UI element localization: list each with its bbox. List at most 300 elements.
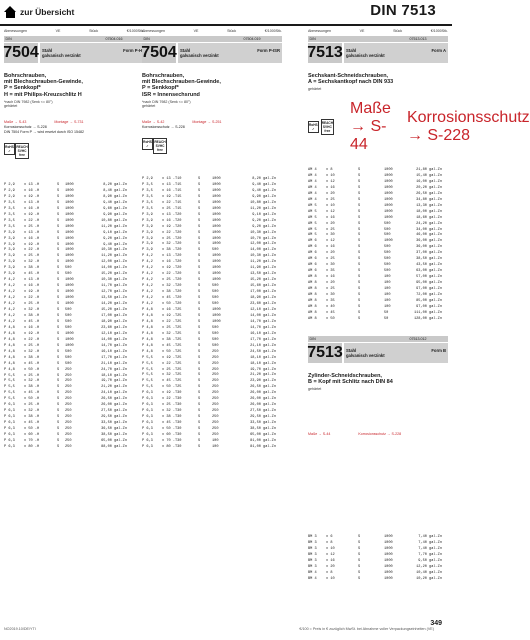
table-cell: P 2,9 — [142, 177, 153, 181]
table-cell: x 32 -H — [24, 379, 40, 384]
table-cell: S — [57, 438, 60, 443]
table-cell: 23,60 gal.Zn — [250, 302, 276, 307]
table-cell: 85,00 gal.Zn — [416, 298, 442, 303]
table-cell: 11,20 gal.Zn — [101, 254, 127, 259]
table-cell: x 13 -T15 — [162, 182, 182, 187]
table-cell: x 16 -T25 — [162, 307, 182, 312]
table-cell: x 30 — [326, 233, 335, 238]
reference-link[interactable]: Korrosionsschutz → S-228 — [142, 124, 185, 129]
product-band — [142, 43, 282, 63]
table-cell: 100 — [384, 281, 391, 286]
table-cell: 12,10 gal.Zn — [250, 307, 276, 312]
table-cell: x 16 -H — [24, 236, 40, 241]
table-cell: 81,00 gal.Zn — [250, 438, 276, 443]
dimensions-link[interactable]: Maße → S-42 — [142, 119, 165, 124]
table-cell: S — [358, 275, 361, 280]
table-cell: 1000 — [384, 173, 393, 178]
table-cell: P 3,9 — [142, 230, 153, 235]
table-cell: 14,00 gal.Zn — [250, 248, 276, 253]
table-cell: x 25 -T30 — [162, 403, 182, 408]
reference-links-2 — [142, 125, 282, 130]
table-cell: x 25 -T20 — [162, 236, 182, 241]
table-cell: S — [198, 182, 201, 187]
table-cell: x 19 -T30 — [162, 391, 182, 396]
table-cell: x 50 — [326, 316, 335, 321]
dimensions-link[interactable]: Maße → S-44 — [308, 431, 331, 436]
table-cell: P 3,9 — [142, 236, 153, 241]
table-cell: 17,00 gal.Zn — [101, 313, 127, 318]
table-cell: S — [358, 251, 361, 256]
dimensions-link[interactable]: Maße → S-44 — [350, 99, 391, 153]
table-cell: S — [198, 290, 201, 295]
table-cell: S — [57, 236, 60, 241]
table-cell: x 60 -T30 — [162, 432, 182, 437]
product-description: Sechskant-Schneidschrauben, A = Sechskantkopf nach DIN 933 — [308, 73, 394, 86]
table-cell: 10,80 gal.Zn — [101, 218, 127, 223]
table-cell: S — [198, 302, 201, 307]
assembly-link[interactable]: Montage → S-251 — [192, 119, 222, 124]
table-cell: S — [198, 206, 201, 211]
table-cell: 18,90 gal.Zn — [250, 296, 276, 301]
table-cell: S — [358, 535, 361, 539]
table-cell: P 6,3 — [142, 415, 153, 420]
table-cell: 1000 — [212, 236, 221, 241]
table-cell: 1000 — [384, 197, 393, 202]
table-cell: S — [198, 313, 201, 318]
reach-badge: REACH SVHC free — [16, 144, 28, 157]
table-cell: 100 — [212, 444, 219, 449]
table-cell: 250 — [65, 421, 72, 426]
table-cell: S — [358, 552, 361, 557]
table-cell: S — [57, 343, 60, 348]
table-cell: S — [358, 227, 361, 232]
table-cell: 1000 — [65, 218, 74, 223]
table-cell: x 70 -T30 — [162, 438, 182, 443]
table-cell: P 3,5 — [4, 212, 15, 217]
column-headings: Abmessungen VE Stück €/1000Stk. — [142, 29, 282, 33]
table-cell: P 3,9 — [4, 236, 15, 241]
table-cell: S — [57, 254, 60, 259]
dimensions-link[interactable]: Maße → S-43 — [4, 119, 27, 124]
table-cell: S — [57, 194, 60, 199]
table-cell: 100 — [384, 298, 391, 303]
table-cell: BM 3 — [308, 540, 317, 545]
table-cell: x 38 -H — [24, 355, 40, 360]
table-cell: 9,60 gal.Zn — [103, 206, 127, 211]
table-cell: 7,40 gal.Zn — [418, 535, 442, 539]
table-cell: x 16 -H — [24, 188, 40, 193]
table-cell: P 4,2 — [4, 319, 15, 324]
table-cell: P 3,9 — [4, 266, 15, 271]
table-cell: S — [358, 257, 361, 262]
table-cell: BM 4 — [308, 576, 317, 581]
table-cell: S — [57, 361, 60, 366]
table-cell: 500 — [65, 349, 72, 354]
table-cell: x 16 — [326, 558, 335, 563]
table-cell: x 25 -H — [24, 302, 40, 307]
table-cell: 17,70 gal.Zn — [101, 355, 127, 360]
table-cell: 500 — [212, 343, 219, 348]
table-cell: P 4,8 — [4, 367, 15, 372]
table-cell: AM 5 — [308, 221, 317, 226]
table-cell: 23,90 gal.Zn — [250, 379, 276, 384]
table-cell: x 80 -T30 — [162, 444, 182, 449]
table-cell: 13,50 gal.Zn — [250, 272, 276, 277]
table-cell: P 3,9 — [4, 254, 15, 259]
table-cell: 27,50 gal.Zn — [101, 409, 127, 414]
table-cell: 16,00 gal.Zn — [416, 179, 442, 184]
table-cell: x 16 -H — [24, 284, 40, 289]
table-cell: x 16 — [326, 185, 335, 190]
table-cell: 250 — [212, 409, 219, 414]
table-cell: S — [57, 224, 60, 229]
table-cell: 500 — [212, 290, 219, 295]
table-cell: x 16 -H — [24, 206, 40, 211]
table-cell: S — [57, 188, 60, 193]
table-cell: 97,00 gal.Zn — [416, 304, 442, 309]
table-cell: AM 8 — [308, 310, 317, 315]
table-cell: x 38 -H — [24, 385, 40, 390]
table-cell: x 16 — [326, 245, 335, 250]
table-cell: AM 4 — [308, 173, 317, 178]
table-cell: AM 4 — [308, 197, 317, 202]
table-cell: x 25 -T20 — [162, 278, 182, 283]
back-to-overview-link[interactable] — [4, 6, 74, 18]
table-cell: 250 — [65, 433, 72, 438]
table-cell: 10,40 gal.Zn — [416, 570, 442, 575]
table-cell: 1000 — [65, 260, 74, 265]
table-cell: P 6,3 — [142, 391, 153, 396]
table-cell: 1000 — [212, 254, 221, 259]
table-cell: 11,70 gal.Zn — [101, 284, 127, 289]
table-cell: P 4,8 — [142, 319, 153, 324]
table-cell: x 32 -H — [24, 308, 40, 313]
table-cell: 250 — [65, 444, 72, 449]
table-cell: S — [198, 337, 201, 342]
table-cell: 14,20 gal.Zn — [101, 302, 127, 307]
table-cell: P 6,3 — [4, 444, 15, 449]
table-cell: x 12 — [326, 179, 335, 184]
table-cell: S — [198, 361, 201, 366]
table-cell: P 4,8 — [4, 331, 15, 336]
table-cell: x 32 -H — [24, 260, 40, 265]
table-cell: 11,20 gal.Zn — [250, 206, 276, 211]
table-cell: AM 6 — [308, 269, 317, 274]
table-cell: x 25 -H — [24, 373, 40, 378]
table-cell: 1000 — [212, 260, 221, 265]
din-number: 7513 — [307, 44, 343, 61]
table-cell: 38,50 gal.Zn — [101, 433, 127, 438]
table-cell: S — [198, 307, 201, 312]
table-cell: S — [358, 269, 361, 274]
table-cell: 1000 — [212, 206, 221, 211]
table-cell: S — [198, 432, 201, 437]
assembly-link[interactable]: Montage → S-731 — [54, 119, 84, 124]
table-cell: x 22 -T20 — [162, 272, 182, 277]
table-cell: S — [198, 343, 201, 348]
table-cell: 9,10 gal.Zn — [103, 230, 127, 235]
table-cell: P 3,5 — [142, 200, 153, 205]
page-footer — [4, 627, 434, 631]
din-number: 7504 — [3, 44, 39, 61]
table-cell: 14,70 gal.Zn — [250, 319, 276, 324]
table-cell: 7,40 gal.Zn — [418, 546, 442, 551]
table-cell: x 45 -H — [24, 391, 40, 396]
table-cell: 12,00 gal.Zn — [250, 242, 276, 247]
table-cell: P 5,5 — [4, 385, 15, 390]
table-cell: S — [358, 233, 361, 238]
table-cell: P 4,2 — [142, 254, 153, 259]
table-cell: x 10 — [326, 173, 335, 178]
product-block-3 — [307, 28, 530, 154]
table-cell: S — [358, 221, 361, 226]
din-number: 7504 — [141, 44, 177, 61]
table-cell: 9,40 gal.Zn — [252, 188, 276, 193]
table-cell: x 32 -T20 — [162, 242, 182, 247]
table-cell: x 30 — [326, 293, 335, 298]
table-cell: 34,80 gal.Zn — [416, 197, 442, 202]
material-finish: Stahl Form P-H galvanisch verzinkt — [40, 43, 144, 63]
table-cell: S — [198, 373, 201, 378]
table-cell: 15,20 gal.Zn — [101, 308, 127, 313]
table-cell: 29,50 gal.Zn — [250, 415, 276, 420]
table-cell: 250 — [65, 415, 72, 420]
table-cell: x 35 — [326, 298, 335, 303]
table-cell: 10,30 gal.Zn — [250, 254, 276, 259]
table-cell: x 19 -H — [24, 212, 40, 217]
table-cell: 1000 — [212, 242, 221, 247]
table-cell: S — [358, 168, 361, 172]
table-cell: P 5,5 — [4, 391, 15, 396]
table-cell: P 6,3 — [4, 433, 15, 438]
corrosion-link[interactable]: Korrosionsschutz → S-228 — [406, 108, 530, 144]
table-cell: 9,40 gal.Zn — [252, 182, 276, 187]
table-cell: P 3,9 — [4, 272, 15, 277]
table-cell: S — [57, 385, 60, 390]
table-cell: x 19 -T20 — [162, 224, 182, 229]
reference-link[interactable]: Korrosionsschutz → S-228 — [4, 124, 47, 129]
table-cell: 26,00 gal.Zn — [250, 397, 276, 402]
table-cell: S — [57, 397, 60, 402]
table-cell: 250 — [212, 349, 219, 354]
home-icon — [4, 6, 17, 18]
table-cell: 250 — [212, 427, 219, 432]
table-cell: x 16 -T20 — [162, 260, 182, 265]
table-cell: 250 — [212, 415, 219, 420]
table-cell: P 6,3 — [142, 421, 153, 426]
table-cell: 24,20 gal.Zn — [416, 221, 442, 226]
table-cell: 23,60 gal.Zn — [101, 325, 127, 330]
table-cell: 500 — [212, 331, 219, 336]
table-cell: 100 — [384, 287, 391, 292]
table-cell: x 45 -H — [24, 361, 40, 366]
table-cell: 1000 — [65, 296, 74, 301]
table-cell: P 4,8 — [142, 325, 153, 330]
table-cell: 1000 — [384, 540, 393, 545]
table-cell: 1000 — [212, 182, 221, 187]
table-7504-isr — [142, 177, 302, 451]
product-block-1 — [4, 28, 144, 159]
table-cell: P 5,5 — [4, 373, 15, 378]
table-cell: S — [57, 284, 60, 289]
table-row — [4, 445, 140, 451]
table-cell: 12,20 gal.Zn — [416, 564, 442, 569]
table-cell: S — [57, 313, 60, 318]
reference-links-2 — [4, 125, 144, 135]
table-7513-a — [308, 168, 448, 323]
header-divider — [0, 24, 452, 26]
table-cell: S — [57, 433, 60, 438]
table-cell: S — [198, 444, 201, 449]
table-cell: x 13 -T20 — [162, 254, 182, 259]
table-cell: AM 5 — [308, 215, 317, 220]
table-cell: 1000 — [212, 319, 221, 324]
rohs-badge: RoHS ✓ — [5, 144, 14, 153]
table-cell: 500 — [65, 272, 72, 277]
table-cell: S — [57, 308, 60, 313]
table-cell: 21,80 gal.Zn — [416, 168, 442, 172]
table-cell: x 50 -T25 — [162, 385, 182, 390]
table-cell: S — [198, 194, 201, 199]
table-cell: S — [198, 355, 201, 360]
table-cell: 500 — [65, 361, 72, 366]
table-cell: S — [198, 379, 201, 384]
table-cell: P 3,5 — [4, 218, 15, 223]
table-cell: AM 4 — [308, 179, 317, 184]
table-cell: 1000 — [212, 212, 221, 217]
table-cell: x 80 -H — [24, 444, 40, 449]
table-cell: 10,30 gal.Zn — [101, 278, 127, 283]
table-cell: 1000 — [384, 535, 393, 539]
table-cell: x 45 -T30 — [162, 421, 182, 426]
table-cell: 1000 — [65, 337, 74, 342]
page-number: 349 — [430, 620, 442, 627]
table-cell: AM 6 — [308, 251, 317, 256]
table-cell: x 19 -T25 — [162, 355, 182, 360]
table-cell: x 6 — [326, 535, 333, 539]
table-cell: S — [198, 224, 201, 229]
table-cell: x 19 -T15 — [162, 194, 182, 199]
table-cell: 1000 — [65, 242, 74, 247]
table-cell: 9,20 gal.Zn — [103, 236, 127, 241]
table-cell: 1000 — [65, 284, 74, 289]
table-cell: 9,20 gal.Zn — [252, 224, 276, 229]
compliance-badges — [142, 138, 282, 154]
table-cell: S — [198, 391, 201, 396]
table-cell: 15,20 gal.Zn — [250, 278, 276, 283]
table-cell: x 32 -T20 — [162, 284, 182, 289]
table-cell: 29,50 gal.Zn — [101, 415, 127, 420]
table-cell: 250 — [212, 385, 219, 390]
table-cell: 81,00 gal.Zn — [250, 444, 276, 449]
table-cell: 1000 — [212, 278, 221, 283]
table-cell: 1000 — [65, 236, 74, 241]
product-note: *nach DIN 7982 (Senk <= 80°) gehärtet — [142, 99, 191, 109]
table-cell: x 38 -H — [24, 266, 40, 271]
table-cell: P 3,9 — [142, 212, 153, 217]
table-cell: x 30 — [326, 263, 335, 268]
table-cell: x 16 -H — [24, 325, 40, 330]
table-cell: x 32 -T25 — [162, 331, 182, 336]
table-cell: x 12 — [326, 209, 335, 214]
table-cell: S — [198, 212, 201, 217]
table-cell: P 6,3 — [4, 427, 15, 432]
article-code-row: DIN 07513.013 — [308, 36, 448, 42]
table-cell: S — [198, 177, 201, 181]
table-cell: 21,10 gal.Zn — [250, 343, 276, 348]
table-cell: 36,50 gal.Zn — [101, 427, 127, 432]
table-cell: x 8 — [326, 540, 333, 545]
table-cell: 10,30 gal.Zn — [101, 248, 127, 253]
table-cell: 10,30 gal.Zn — [250, 230, 276, 235]
table-cell: 9,90 gal.Zn — [103, 212, 127, 217]
table-cell: x 19 -H — [24, 331, 40, 336]
table-cell: x 38 -T30 — [162, 415, 182, 420]
table-cell: S — [198, 260, 201, 265]
table-cell: 1000 — [384, 215, 393, 220]
table-cell: P 5,5 — [142, 361, 153, 366]
reference-link[interactable]: DIN 7504 Form P → wird ersetzt durch ISO 15482 — [4, 129, 85, 134]
table-cell: 34,00 gal.Zn — [416, 227, 442, 232]
rohs-badge: RoHS ✓ — [143, 139, 152, 148]
table-cell: x 50 -H — [24, 367, 40, 372]
table-cell: 88,00 gal.Zn — [101, 444, 127, 449]
table-cell: 50 — [384, 316, 389, 321]
table-cell: P 3,9 — [142, 248, 153, 253]
table-cell: S — [57, 415, 60, 420]
table-cell: 500 — [384, 269, 391, 274]
table-cell: 1000 — [65, 331, 74, 336]
table-cell: 15,60 gal.Zn — [250, 284, 276, 289]
table-cell: x 45 -H — [24, 319, 40, 324]
table-cell: x 45 -T25 — [162, 343, 182, 348]
table-cell: 14,70 gal.Zn — [101, 343, 127, 348]
reach-badge: REACH SVHC free — [154, 139, 166, 152]
table-cell: P 6,3 — [142, 432, 153, 437]
table-cell: x 19 -T20 — [162, 266, 182, 271]
table-cell: 18,00 gal.Zn — [416, 209, 442, 214]
table-cell: x 12 — [326, 239, 335, 244]
table-cell: AM 4 — [308, 168, 317, 172]
table-cell: 1000 — [384, 209, 393, 214]
table-cell: 500 — [212, 284, 219, 289]
table-cell: P 5,5 — [142, 385, 153, 390]
table-cell: S — [57, 230, 60, 235]
table-cell: x 13 -H — [24, 278, 40, 283]
table-cell: P 3,9 — [4, 230, 15, 235]
table-cell: x 10 — [326, 546, 335, 551]
table-cell: P 4,8 — [142, 331, 153, 336]
table-cell: S — [198, 188, 201, 193]
table-cell: 8,40 gal.Zn — [103, 188, 127, 193]
table-cell: S — [358, 191, 361, 196]
table-cell: S — [358, 245, 361, 250]
table-cell: P 4,2 — [142, 296, 153, 301]
table-cell: P 3,9 — [4, 248, 15, 253]
product-note: *nach DIN 7982 (Senk <= 80°) gehärtet — [4, 99, 53, 109]
table-cell: 1000 — [65, 206, 74, 211]
table-cell: S — [358, 293, 361, 298]
compliance-badges — [308, 99, 530, 154]
table-cell: AM 6 — [308, 245, 317, 250]
table-cell: 19,70 gal.Zn — [250, 367, 276, 372]
article-code-row: DIN 07513.012 — [308, 336, 448, 342]
table-cell: P 4,2 — [4, 308, 15, 313]
table-cell: x 8 — [326, 570, 333, 575]
corrosion-link[interactable]: Korrosionsschutz → S-228 — [358, 431, 402, 436]
table-cell: 500 — [384, 263, 391, 268]
product-description: Zylinder-Schneidschrauben, B = Kopf mit Schlitz nach DIN 84 — [308, 373, 393, 386]
